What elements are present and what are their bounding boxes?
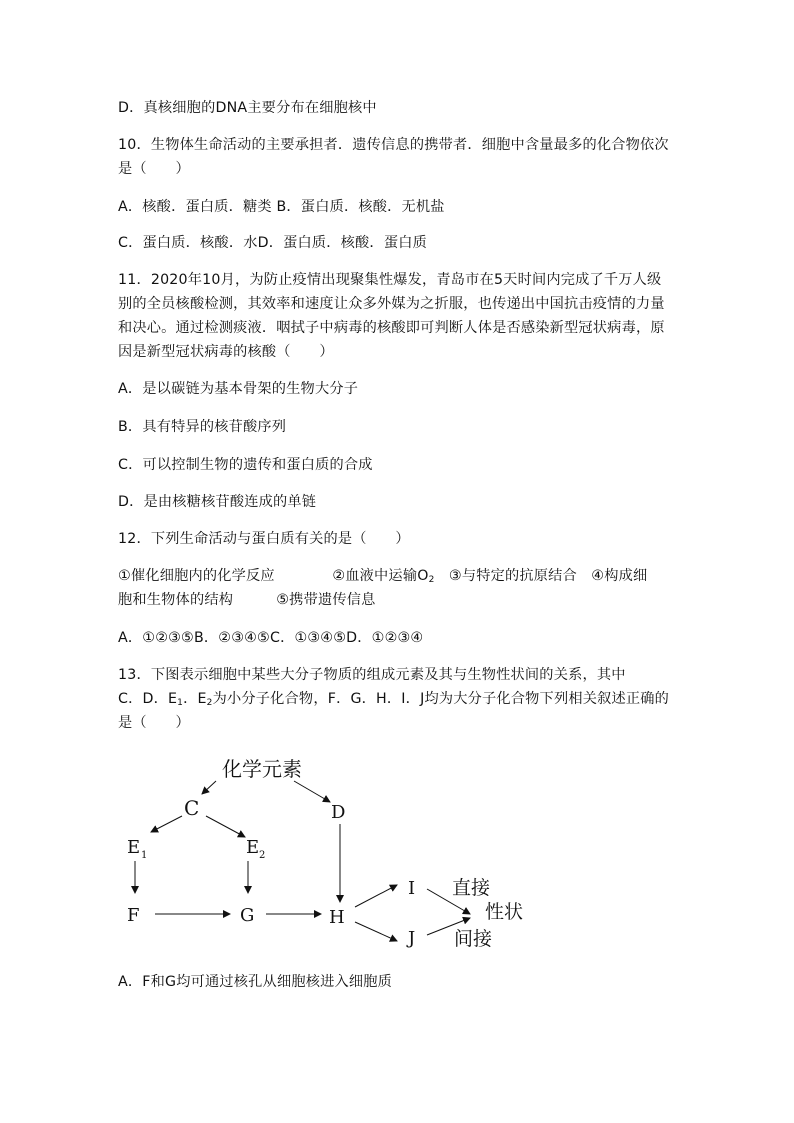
node-c: C [184, 796, 200, 820]
q13-flow-diagram [118, 752, 538, 960]
q13-stem-line2 [118, 689, 669, 709]
q11-stem-line1: 11．2020年10月，为防止疫情出现聚集性爆发，青岛市在5天时间内完成了千万人级 [118, 272, 662, 288]
q12-items-line2: 胞和生物体的结构 ⑤携带遗传信息 [118, 592, 376, 608]
label-direct: 直接 [452, 877, 491, 899]
node-f: F [127, 905, 140, 926]
q13-text-part3: 为小分子化合物，F．G．H．I．J均为大分子化合物下列相关叙述正确的 [212, 691, 670, 707]
node-e1-subscript: 1 [141, 850, 148, 861]
q12-stem: 12．下列生命活动与蛋白质有关的是（ ） [118, 531, 410, 547]
q11-option-d: D．是由核糖核苷酸连成的单链 [118, 494, 317, 510]
node-e1: E [127, 837, 141, 858]
node-g: G [240, 905, 255, 926]
node-d: D [331, 802, 346, 823]
q13-e1-subscript: 1 [177, 698, 184, 708]
arrow-h-to-j [355, 922, 397, 941]
q10-stem-line2: 是（ ） [118, 161, 190, 177]
q10-options-ab: A．核酸．蛋白质．糖类 B．蛋白质．核酸．无机盐 [118, 199, 445, 215]
node-trait: 性状 [485, 901, 524, 923]
q10-stem-line1: 10．生物体生命活动的主要承担者．遗传信息的携带者．细胞中含量最多的化合物依次 [118, 137, 669, 153]
arrow-h-to-i [355, 885, 397, 907]
q12-o2-subscript: 2 [428, 575, 435, 585]
q10-options-cd: C．蛋白质．核酸．水D．蛋白质．核酸．蛋白质 [118, 235, 427, 251]
arrow-elements-to-c [202, 781, 216, 794]
q13-stem-line3: 是（ ） [118, 715, 190, 731]
q12-items-pre: ①催化细胞内的化学反应 ②血液中运输O [118, 568, 429, 584]
q13-stem-line1: 13．下图表示细胞中某些大分子物质的组成元素及其与生物性状间的关系，其中 [118, 667, 626, 683]
node-e2: E [246, 837, 260, 858]
q11-option-b: B．具有特异的核苷酸序列 [118, 419, 287, 435]
node-h: H [329, 907, 345, 928]
q13-e2-subscript: 2 [206, 698, 213, 708]
node-i: I [408, 878, 416, 899]
arrow-elements-to-d [294, 781, 330, 802]
q9-option-d: D．真核细胞的DNA主要分布在细胞核中 [118, 100, 377, 116]
q11-stem-line4: 因是新型冠状病毒的核酸（ ） [118, 344, 334, 360]
q12-items-line1 [118, 566, 647, 586]
label-indirect: 间接 [454, 928, 493, 950]
node-e2-subscript: 2 [259, 850, 266, 861]
q11-option-c: C．可以控制生物的遗传和蛋白质的合成 [118, 457, 373, 473]
q11-stem-line2: 别的全员核酸检测，其效率和速度让众多外媒为之折服，也传递出中国抗击疫情的力量 [118, 296, 665, 312]
q12-items-post: ③与特定的抗原结合 ④构成细 [434, 568, 648, 584]
node-chemical-elements: 化学元素 [222, 757, 302, 781]
q11-option-a: A．是以碳链为基本骨架的生物大分子 [118, 381, 359, 397]
arrow-c-to-e2 [206, 816, 245, 837]
q13-text-part1: C．D．E [118, 691, 178, 707]
node-j: J [408, 928, 416, 949]
q13-text-part2: ．E [183, 691, 207, 707]
q12-options: A．①②③⑤B．②③④⑤C．①③④⑤D．①②③④ [118, 630, 424, 646]
q11-stem-line3: 和决心。通过检测痰液．咽拭子中病毒的核酸即可判断人体是否感染新型冠状病毒，原 [118, 320, 665, 336]
q13-option-a: A．F和G均可通过核孔从细胞核进入细胞质 [118, 974, 393, 990]
arrow-c-to-e1 [151, 816, 182, 832]
